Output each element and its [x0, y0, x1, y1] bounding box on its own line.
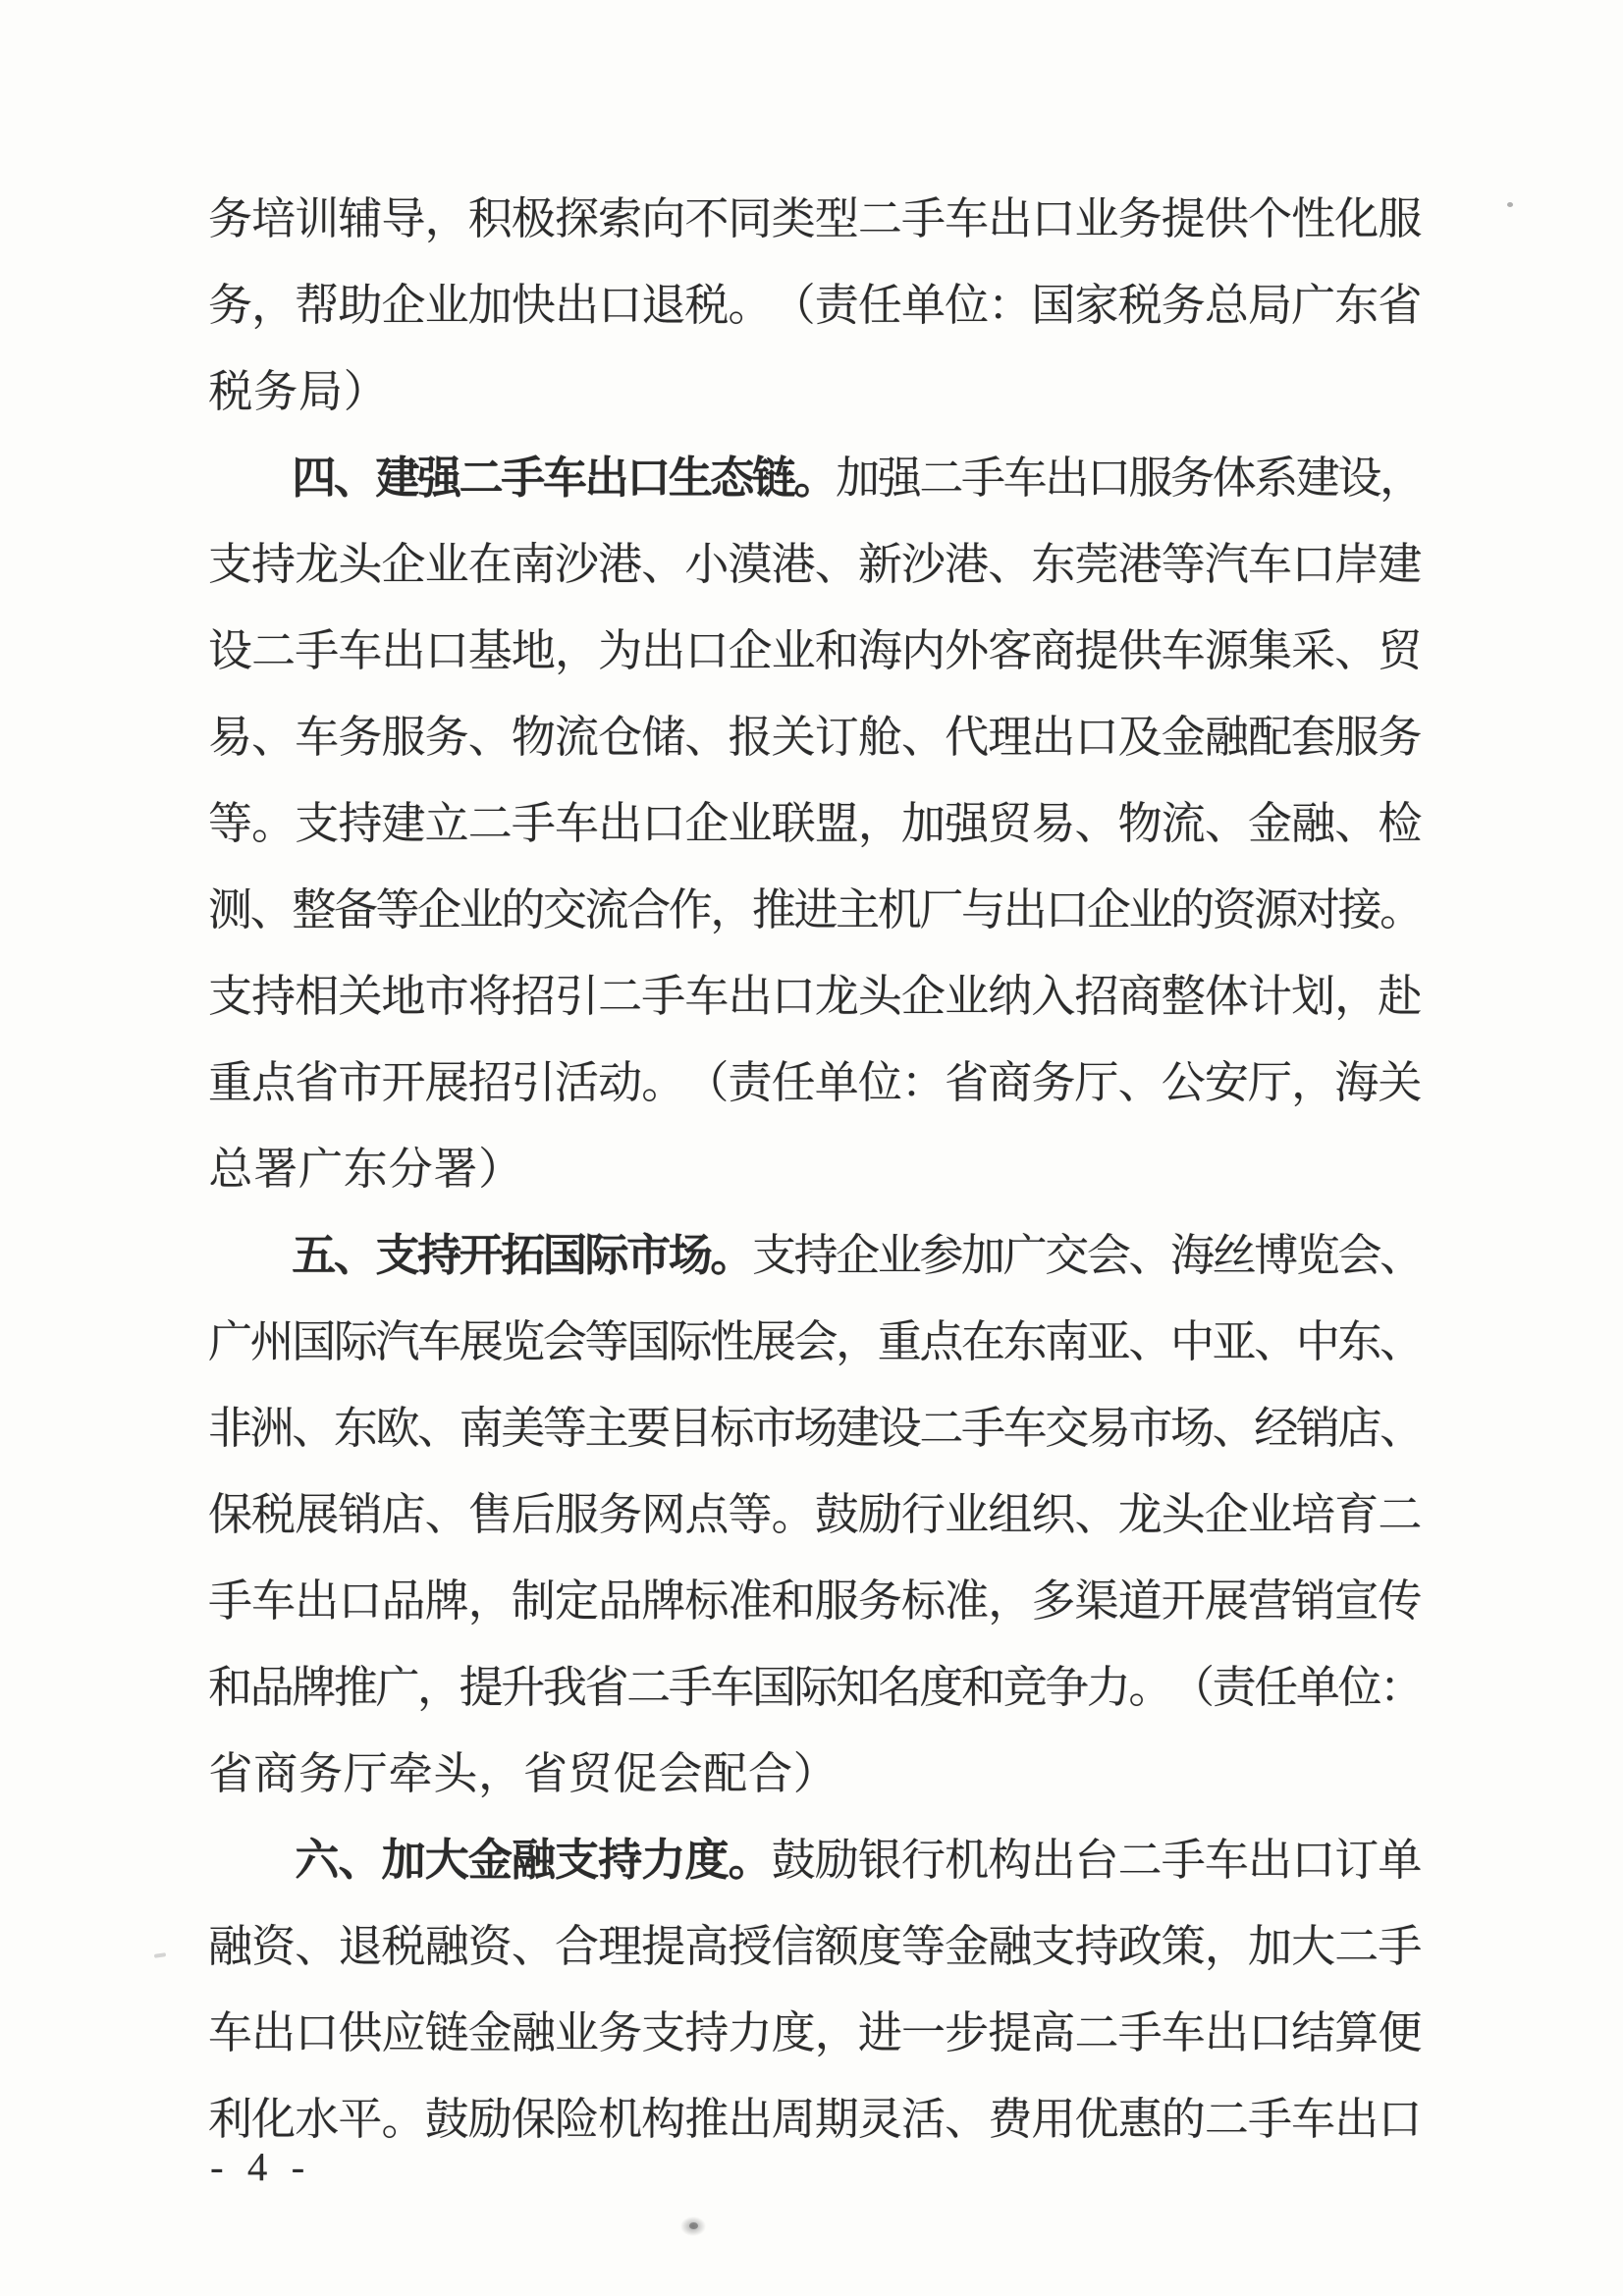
text-line: 四、建强二手车出口生态链。加强二手车出口服务体系建设，	[292, 453, 1425, 503]
text-line: 等。支持建立二手车出口企业联盟，加强贸易、物流、金融、检	[208, 799, 1423, 848]
scan-artifact-speck	[154, 1952, 166, 1958]
scan-artifact-dot	[1507, 202, 1513, 207]
text-line: 省商务厅牵头，省贸促会配合）	[208, 1749, 838, 1798]
text-line: 广州国际汽车展览会等国际性展会，重点在东南亚、中亚、中东、	[208, 1317, 1425, 1366]
text-line: 设二手车出口基地，为出口企业和海内外客商提供车源集采、贸	[208, 626, 1423, 675]
text-line: 非洲、东欧、南美等主要目标市场建设二手车交易市场、经销店、	[208, 1404, 1425, 1453]
text-line: 支持相关地市将招引二手车出口龙头企业纳入招商整体计划，赴	[208, 972, 1423, 1021]
text-line: 测、整备等企业的交流合作，推进主机厂与出口企业的资源对接。	[208, 885, 1425, 934]
text-block	[208, 176, 1425, 2163]
text-line: 总署广东分署）	[208, 1145, 523, 1194]
text-line: 重点省市开展招引活动。（责任单位：省商务厅、公安厅，海关	[208, 1058, 1423, 1107]
page-number: - 4 -	[210, 2144, 312, 2189]
text-line: 保税展销店、售后服务网点等。鼓励行业组织、龙头企业培育二	[208, 1490, 1423, 1539]
text-line: 易、车务服务、物流仓储、报关订舱、代理出口及金融配套服务	[208, 713, 1423, 762]
text-line: 六、加大金融支持力度。鼓励银行机构出台二手车出口订单	[295, 1835, 1423, 1885]
text-line: 利化水平。鼓励保险机构推出周期灵活、费用优惠的二手车出口	[208, 2095, 1423, 2144]
text-line: 车出口供应链金融业务支持力度，进一步提高二手车出口结算便	[208, 2008, 1423, 2057]
text-line: 和品牌推广，提升我省二手车国际知名度和竞争力。（责任单位：	[208, 1663, 1425, 1712]
scan-artifact-smudge	[680, 2216, 706, 2236]
text-line: 务，帮助企业加快出口退税。（责任单位：国家税务总局广东省	[208, 281, 1423, 330]
text-line: 务培训辅导，积极探索向不同类型二手车出口业务提供个性化服	[208, 194, 1423, 243]
text-line: 五、支持开拓国际市场。支持企业参加广交会、海丝博览会、	[292, 1230, 1425, 1280]
text-line: 支持龙头企业在南沙港、小漠港、新沙港、东莞港等汽车口岸建	[208, 540, 1423, 589]
text-line: 融资、退税融资、合理提高授信额度等金融支持政策，加大二手	[208, 1922, 1423, 1971]
text-line: 手车出口品牌，制定品牌标准和服务标准，多渠道开展营销宣传	[208, 1576, 1423, 1626]
text-line: 税务局）	[208, 367, 388, 416]
